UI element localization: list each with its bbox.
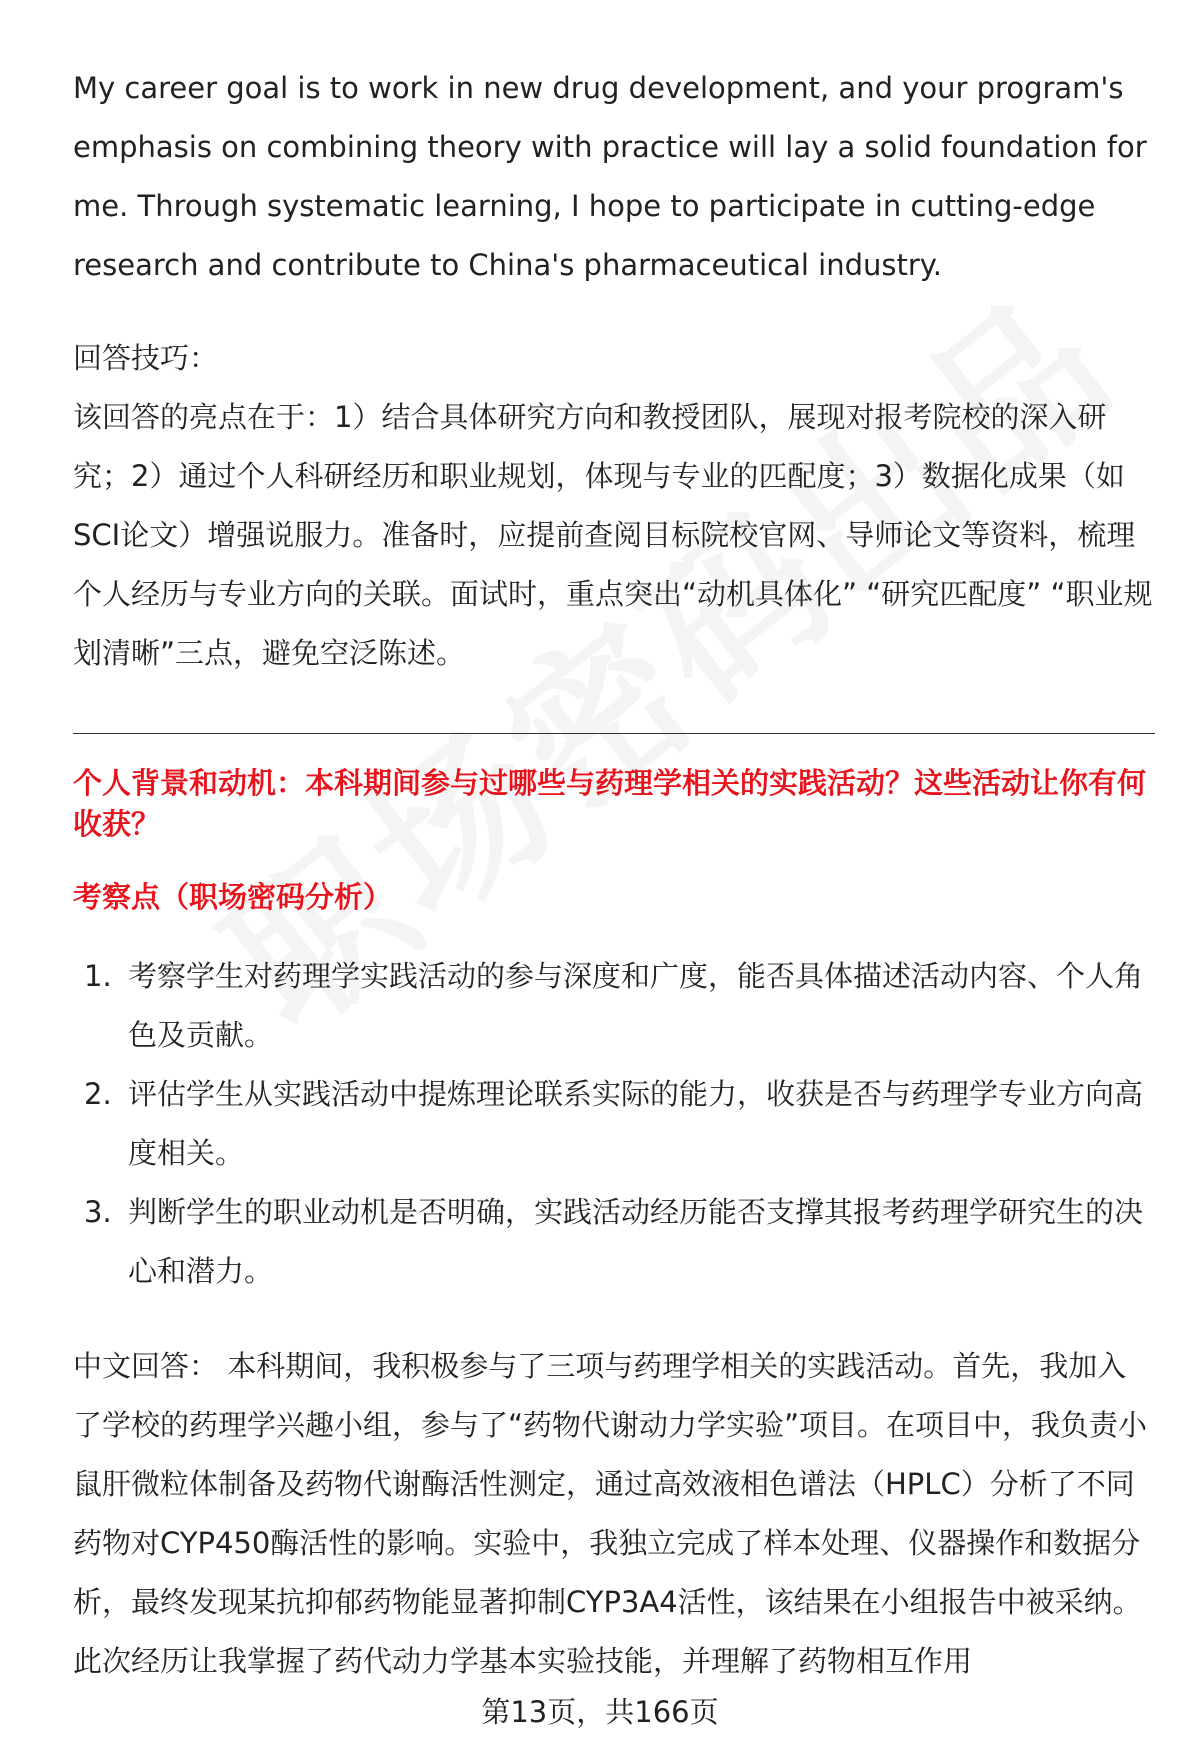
- list-number: 3.: [84, 1195, 112, 1229]
- list-item: [73, 1183, 1153, 1301]
- interview-question: 个人背景和动机：本科期间参与过哪些与药理学相关的实践活动？这些活动让你有何收获？: [73, 766, 1147, 841]
- english-answer-paragraph: My career goal is to work in new drug development, and your program's emphasis on combining theory with practice will lay a solid foundation for me. Through systematic learning, I hope to participate in cutting-edge research and contribute to China's pharmaceutical industry.: [73, 71, 1147, 282]
- list-number: 1.: [84, 959, 112, 993]
- page-footer: 第13页，共166页: [481, 1695, 719, 1729]
- list-text: 评估学生从实践活动中提炼理论联系实际的能力，收获是否与药理学专业方向高度相关。: [128, 1077, 1144, 1170]
- section-divider: [73, 733, 1155, 734]
- chinese-answer-paragraph: 中文回答： 本科期间，我积极参与了三项与药理学相关的实践活动。首先，我加入了学校的药理学兴趣小组，参与了“药物代谢动力学实验”项目。在项目中，我负责小鼠肝微粒体制备及药物代谢酶活性测定，通过高效液相色谱法（HPLC）分析了不同药物对CYP450酶活性的影响。实验中，我独立完成了样本处理、仪器操作和数据分析，最终发现某抗抑郁药物能显著抑制CYP3A4活性，该结果在小组报告中被采纳。此次经历让我掌握了药代动力学基本实验技能，并理解了药物相互作用: [73, 1349, 1148, 1678]
- list-text: 判断学生的职业动机是否明确，实践活动经历能否支撑其报考药理学研究生的决心和潜力。: [128, 1195, 1144, 1288]
- exam-points-heading: 考察点（职场密码分析）: [73, 880, 393, 914]
- tips-body: 该回答的亮点在于：1）结合具体研究方向和教授团队，展现对报考院校的深入研究；2）通过个人科研经历和职业规划，体现与专业的匹配度；3）数据化成果（如SCI论文）增强说服力。准备时，应提前查阅目标院校官网、导师论文等资料，梳理个人经历与专业方向的关联。面试时，重点突出“动机具体化” “研究匹配度” “职业规划清晰”三点，避免空泛陈述。: [73, 400, 1153, 670]
- exam-points-list: [73, 947, 1153, 1301]
- list-number: 2.: [84, 1077, 112, 1111]
- tips-label: 回答技巧：: [73, 341, 219, 375]
- list-text: 考察学生对药理学实践活动的参与深度和广度，能否具体描述活动内容、个人角色及贡献。: [128, 959, 1144, 1052]
- list-item: [73, 947, 1153, 1065]
- list-item: [73, 1065, 1153, 1183]
